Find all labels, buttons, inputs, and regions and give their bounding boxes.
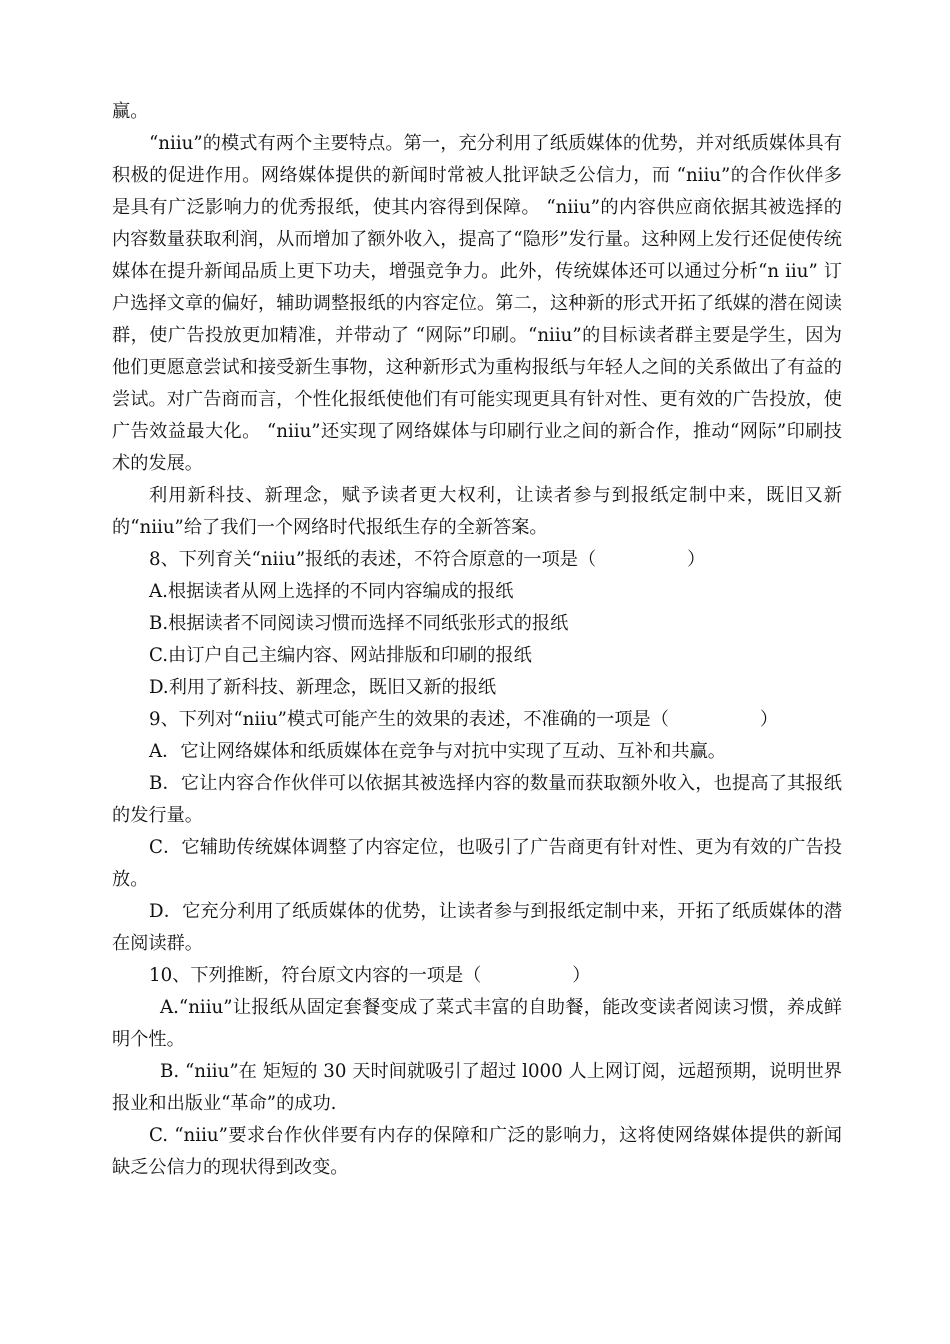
- question-9-option-c: C．它辅助传统媒体调整了内容定位，也吸引了广告商更有针对性、更为有效的广告投放。: [112, 837, 842, 890]
- question-8-option-a: A.根据读者从网上选择的不同内容编成的报纸: [149, 581, 514, 602]
- question-10-option-c: C. “niiu”要求台作伙伴要有内存的保障和广泛的影响力，这将使网络媒体提供的新闻缺乏公信力的现状得到改变。: [112, 1125, 842, 1178]
- question-9-option-d: D．它充分利用了纸质媒体的优势，让读者参与到报纸定制中来，开拓了纸质媒体的潜在阅读群。: [112, 901, 842, 954]
- carryover-text: 赢。: [112, 101, 149, 122]
- question-8-option-d: D.利用了新科技、新理念，既旧又新的报纸: [149, 677, 497, 698]
- question-8-option-c: C.由订户自己主编内容、网站排版和印刷的报纸: [149, 645, 532, 666]
- question-10-option-a: A.“niiu”让报纸从固定套餐变成了菜式丰富的自助餐，能改变读者阅读习惯，养成鲜明个性。: [112, 997, 842, 1050]
- question-9-stem: 9、下列对“niiu”模式可能产生的效果的表述，不准确的一项是（ ）: [149, 709, 779, 730]
- question-8-stem: 8、下列育关“niiu”报纸的表述，不符合原意的一项是（ ）: [149, 549, 706, 570]
- question-10-option-b: B. “niiu”在 矩短的 30 天时间就吸引了超过 l000 人上网订阅，远超预期，说明世界报业和出版业“革命”的成功.: [112, 1061, 842, 1114]
- question-9-option-a: A．它让网络媒体和纸质媒体在竞争与对抗中实现了互动、互补和共赢。: [149, 741, 726, 762]
- paragraph-conclusion: 利用新科技、新理念，赋予读者更大权利，让读者参与到报纸定制中来，既旧又新的“niiu”给了我们一个网络时代报纸生存的全新答案。: [112, 485, 842, 538]
- document-body: [112, 96, 842, 1184]
- paragraph-niiu-features: “niiu”的模式有两个主要特点。第一，充分利用了纸质媒体的优势，并对纸质媒体具有积极的促进作用。网络媒体提供的新闻时常被人批评缺乏公信力，而 “niiu”的合作伙伴多是具有广泛影响力的优秀报纸，使其内容得到保障。 “niiu”的内容供应商依据其被选择的内容数量获取利润，从而增加了额外收入，提高了“隐形”发行量。这种网上发行还促使传统媒体在提升新闻品质上更下功夫，增强竞争力。此外，传统媒体还可以通过分析“n iiu” 订户选择文章的偏好，辅助调整报纸的内容定位。第二，这种新的形式开拓了纸媒的潜在阅读群，使广告投放更加精准，并带动了 “网际”印刷。“niiu”的目标读者群主要是学生，因为他们更愿意尝试和接受新生事物，这种新形式为重构报纸与年轻人之间的关系做出了有益的尝试。对广告商而言，个性化报纸使他们有可能实现更具有针对性、更有效的广告投放，使广告效益最大化。 “niiu”还实现了网络媒体与印刷行业之间的新合作，推动“网际”印刷技术的发展。: [112, 133, 842, 474]
- question-10-stem: 10、下列推断，符台原文内容的一项是（ ）: [149, 965, 591, 986]
- question-8-option-b: B.根据读者不同阅读习惯而选择不同纸张形式的报纸: [149, 613, 569, 634]
- question-9-option-b: B．它让内容合作伙伴可以依据其被选择内容的数量而获取额外收入，也提高了其报纸的发行量。: [112, 773, 842, 826]
